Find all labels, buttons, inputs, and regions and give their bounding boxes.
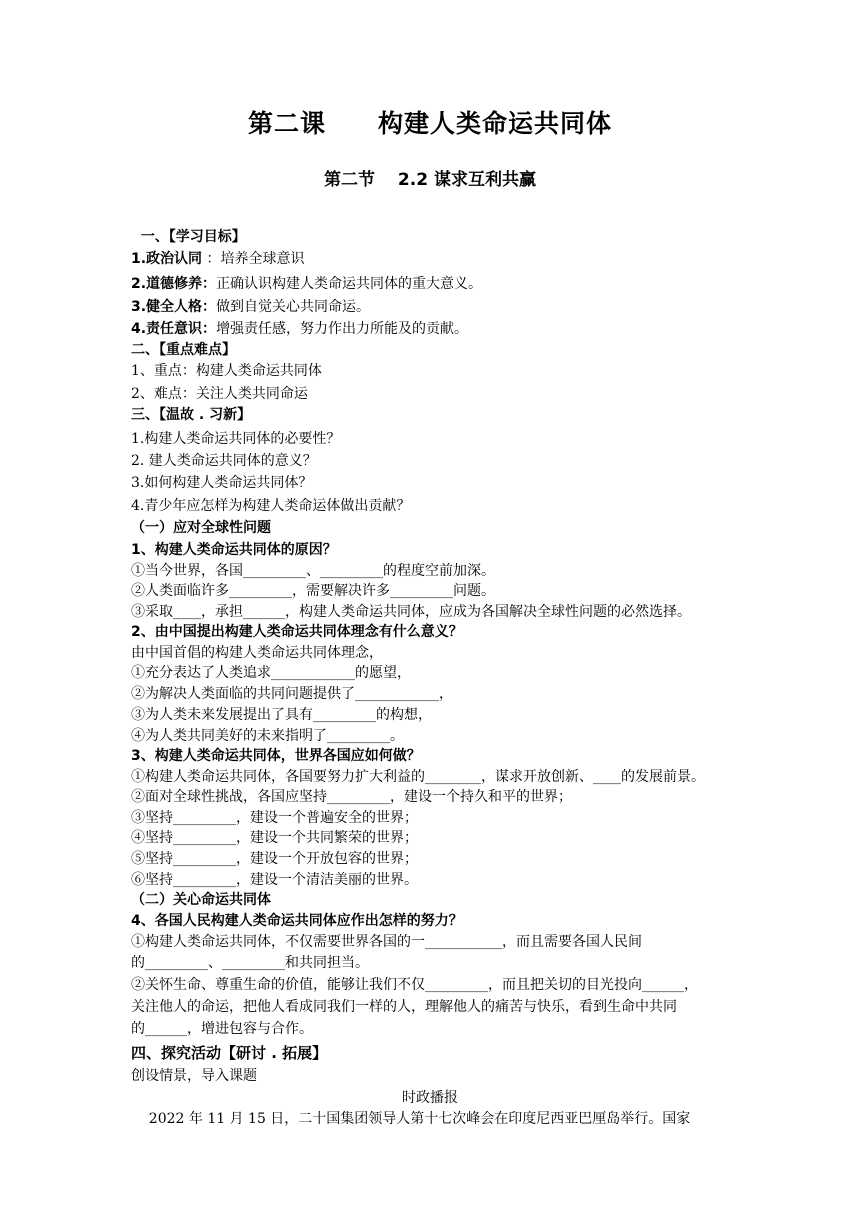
text-line [131, 828, 418, 848]
text-line [131, 297, 370, 317]
lesson-title: 第二课 构建人类命运共同体 [247, 109, 612, 138]
text-line [131, 726, 404, 746]
text-line [131, 274, 482, 294]
text-line [131, 953, 369, 973]
line-text: 1、重点：构建人类命运共同体 [131, 363, 322, 379]
text-line [131, 1066, 257, 1086]
line-text: 三、【温故 . 习新】 [131, 407, 252, 423]
line-text: 正确认识构建人类命运共同体的重大意义。 [216, 276, 483, 292]
text-line [0, 1088, 860, 1108]
heading-line [131, 746, 421, 766]
line-text: （二）关心命运共同体 [131, 892, 271, 908]
line-text: ：培养全球意识 [202, 251, 305, 267]
text-line [131, 663, 411, 683]
line-text: ③为人类未来发展提出了具有_________的构想， [131, 707, 432, 723]
line-text: 做到自觉关心共同命运。 [216, 299, 371, 315]
text-line [131, 496, 410, 516]
text-line [131, 849, 418, 869]
heading-line [131, 518, 271, 538]
text-line [131, 249, 305, 269]
heading-line [131, 227, 246, 247]
text-line [131, 361, 322, 381]
line-text: 2、难点：关注人类共同命运 [131, 386, 308, 402]
line-text: ②为解决人类面临的共同问题提供了____________， [131, 686, 453, 702]
line-text: ①构建人类命运共同体，各国要努力扩大利益的________，谋求开放创新、____的发展前景。 [131, 769, 705, 785]
text-line [131, 581, 495, 601]
line-text: 创设情景，导入课题 [131, 1068, 257, 1084]
text-line [131, 684, 453, 704]
line-text: 2、由中国提出构建人类命运共同体理念有什么意义？ [131, 624, 463, 640]
text-line [131, 473, 312, 493]
section-subtitle: 第二节 2.2 谋求互利共赢 [324, 170, 536, 190]
heading-line [131, 405, 251, 425]
heading-line [131, 911, 463, 931]
heading-line [131, 890, 271, 910]
text-line [131, 767, 705, 787]
text-line [131, 384, 308, 404]
line-text: ④为人类共同美好的未来指明了_________。 [131, 728, 404, 744]
heading-line [131, 540, 337, 560]
line-text: ②面对全球性挑战，各国应坚持_________，建设一个持久和平的世界； [131, 789, 572, 805]
line-text: 2022 年 11 月 15 日，二十国集团领导人第十七次峰会在印度尼西亚巴厘岛举行。国家 [131, 1111, 691, 1127]
line-text: ③坚持_________，建设一个普遍安全的世界； [131, 810, 418, 826]
line-text: 1、构建人类命运共同体的原因？ [131, 542, 337, 558]
text-line [131, 787, 572, 807]
line-text: 增强责任感，努力作出力所能及的贡献。 [216, 321, 469, 337]
heading-line [131, 622, 463, 642]
line-text: 关注他人的命运，把他人看成同我们一样的人，理解他人的痛苦与快乐，看到生命中共同 [131, 999, 677, 1015]
line-text: （一）应对全球性问题 [131, 520, 271, 536]
heading-line [131, 340, 236, 360]
item-label: 2.道德修养： [131, 276, 217, 292]
text-line [131, 561, 495, 581]
line-text: ①构建人类命运共同体，不仅需要世界各国的一___________，而且需要各国人民间 [131, 934, 642, 950]
line-text: ⑤坚持_________，建设一个开放包容的世界； [131, 851, 418, 867]
text-line [131, 602, 691, 622]
text-line [131, 451, 317, 471]
section-heading [131, 1043, 327, 1063]
text-line [131, 808, 418, 828]
line-text: 时政播报 [402, 1090, 458, 1106]
line-text: 四、探究活动【研讨 . 拓展】 [131, 1044, 328, 1062]
text-line [131, 975, 698, 995]
text-line [131, 643, 383, 663]
line-text: ②人类面临许多_________，需要解决许多_________问题。 [131, 583, 495, 599]
line-text: 2. 建人类命运共同体的意义？ [131, 453, 317, 469]
line-text: ②关怀生命、尊重生命的价值，能够让我们不仅_________，而且把关切的目光投向______， [131, 977, 698, 993]
line-text: 一、【学习目标】 [131, 229, 246, 245]
line-text: ⑥坚持_________，建设一个清洁美丽的世界。 [131, 872, 418, 888]
line-text: 3.如何构建人类命运共同体？ [131, 475, 313, 491]
text-line [131, 870, 418, 890]
text-line [131, 705, 432, 725]
text-line [131, 1019, 313, 1039]
line-text: 由中国首倡的构建人类命运共同体理念， [131, 645, 383, 661]
text-line [131, 319, 468, 339]
line-text: 1.构建人类命运共同体的必要性？ [131, 431, 341, 447]
line-text: 4.青少年应怎样为构建人类命运体做出贡献？ [131, 498, 411, 514]
item-label: 4.责任意识： [131, 321, 217, 337]
text-line [131, 997, 677, 1017]
text-line [131, 429, 340, 449]
text-line [131, 932, 642, 952]
line-text: 4、各国人民构建人类命运共同体应作出怎样的努力？ [131, 913, 463, 929]
line-text: ③采取____，承担______，构建人类命运共同体，应成为各国解决全球性问题的必然选择。 [131, 604, 691, 620]
line-text: ①充分表达了人类追求____________的愿望， [131, 665, 411, 681]
line-text: ④坚持_________，建设一个共同繁荣的世界； [131, 830, 418, 846]
item-label: 3.健全人格： [131, 299, 217, 315]
text-line [131, 1109, 690, 1129]
line-text: 的_________、_________和共同担当。 [131, 955, 369, 971]
line-text: 二、【重点难点】 [131, 342, 236, 358]
item-label: 1.政治认同 [131, 251, 203, 267]
line-text: 3、构建人类命运共同体，世界各国应如何做？ [131, 748, 421, 764]
line-text: 的______，增进包容与合作。 [131, 1021, 313, 1037]
line-text: ①当今世界，各国_________、_________的程度空前加深。 [131, 563, 495, 579]
